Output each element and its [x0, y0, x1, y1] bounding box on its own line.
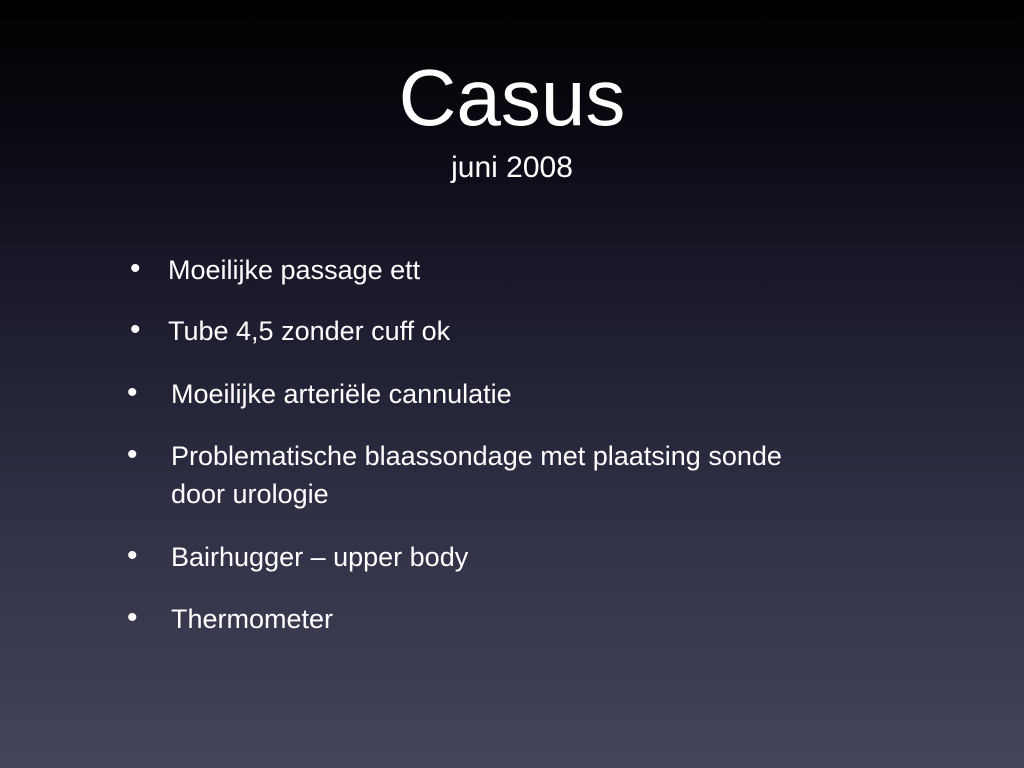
bullet-item: Tube 4,5 zonder cuff ok: [168, 316, 451, 346]
bullet-item: Thermometer: [171, 604, 334, 634]
bullet-dot-icon: •: [130, 252, 141, 285]
slide-subtitle: juni 2008: [451, 151, 573, 184]
bullet-item: Moeilijke passage ett: [168, 255, 421, 285]
bullet-dot-icon: •: [127, 601, 138, 634]
bullet-dot-icon: •: [127, 438, 138, 471]
bullet-dot-icon: •: [127, 376, 138, 409]
bullet-dot-icon: •: [130, 313, 141, 346]
slide-title: Casus: [398, 53, 626, 142]
bullet-item: Moeilijke arteriële cannulatie: [171, 379, 512, 409]
bullet-item: Bairhugger – upper body: [171, 542, 469, 572]
bullet-item-continuation: door urologie: [171, 479, 329, 509]
bullet-dot-icon: •: [127, 539, 138, 572]
bullet-item: Problematische blaassondage met plaatsing sonde: [171, 441, 782, 471]
